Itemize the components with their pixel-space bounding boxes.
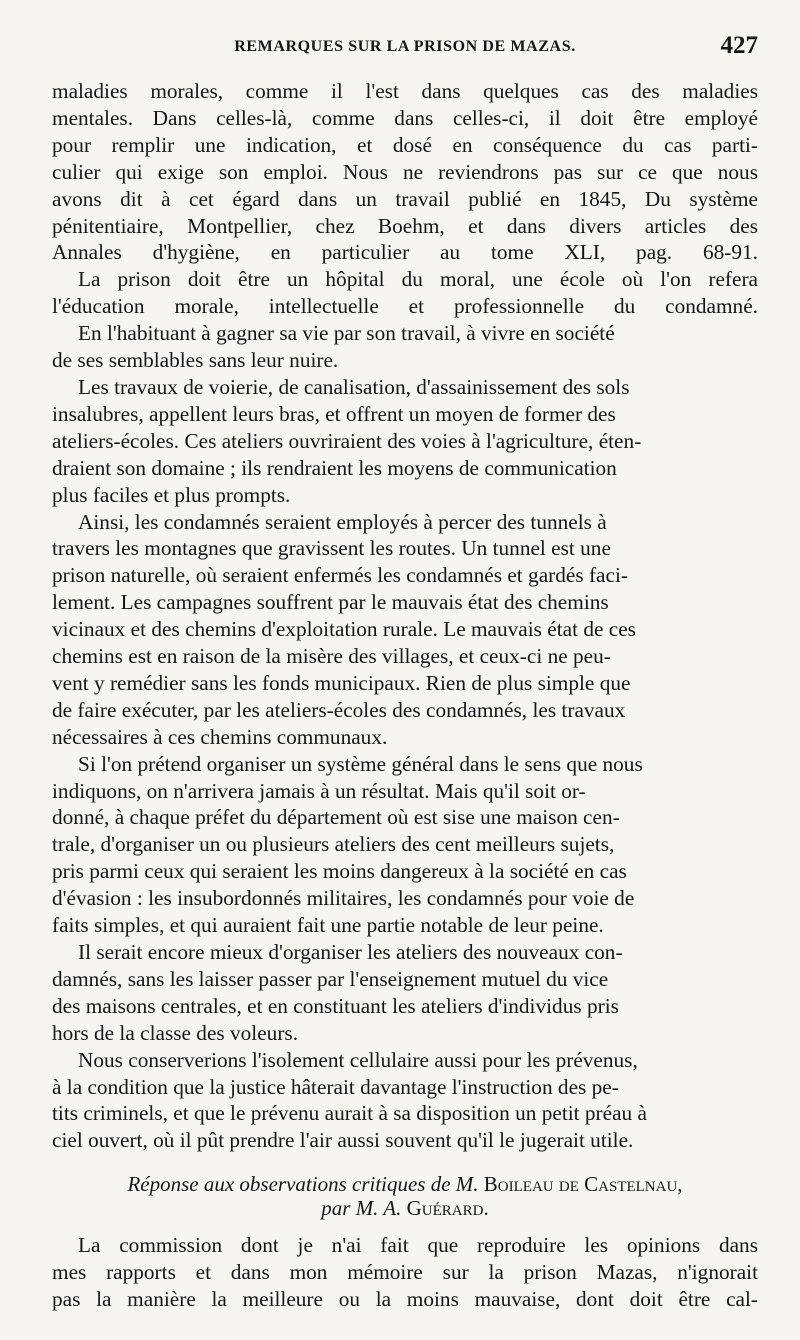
text-line: ateliers-écoles. Ces ateliers ouvriraient des voies à l'agriculture, éten- — [52, 428, 642, 453]
text-line: pour remplir une indication, et dosé en conséquence du cas parti- — [52, 132, 758, 157]
response-heading — [52, 1172, 758, 1220]
text-line: ciel ouvert, où il pût prendre l'air aussi souvent qu'il le jugerait utile. — [52, 1128, 634, 1153]
text-line: mes rapports et dans mon mémoire sur la prison Mazas, n'ignorait — [52, 1260, 758, 1285]
text-line: culier qui exige son emploi. Nous ne reviendrons pas sur ce que nous — [52, 159, 758, 184]
text-line: d'évasion : les insubordonnés militaires, les condamnés pour voie de — [52, 886, 635, 911]
paragraph-3 — [52, 320, 758, 374]
text-line: lement. Les campagnes souffrent par le mauvais état des chemins — [52, 590, 609, 615]
body-text — [52, 78, 758, 1313]
text-line: indiquons, on n'arrivera jamais à un résultat. Mais qu'il soit or- — [52, 778, 586, 803]
text-line: à la condition que la justice hâterait davantage l'instruction des pe- — [52, 1074, 619, 1099]
text-line: Si l'on prétend organiser un système général dans le sens que nous — [78, 751, 643, 776]
text-line: faits simples, et qui auraient fait une partie notable de leur peine. — [52, 913, 604, 938]
byline-author-name: Guérard. — [406, 1196, 489, 1221]
text-line: vent y remédier sans les fonds municipaux. Rien de plus simple que — [52, 670, 631, 695]
text-line: Les travaux de voierie, de canalisation, d'assainissement des sols — [78, 374, 630, 399]
text-line: pris parmi ceux qui seraient les moins dangereux à la société en cas — [52, 859, 627, 884]
running-title: REMARQUES SUR LA PRISON DE MAZAS. — [234, 38, 576, 55]
text-line: En l'habituant à gagner sa vie par son travail, à vivre en société — [78, 321, 615, 346]
paragraph-4 — [52, 374, 758, 509]
text-line: de faire exécuter, par les ateliers-écoles des condamnés, les travaux — [52, 697, 626, 722]
text-line: plus faciles et plus prompts. — [52, 482, 291, 507]
text-line: travers les montagnes que gravissent les routes. Un tunnel est une — [52, 536, 611, 561]
text-line: mentales. Dans celles-là, comme dans celles-ci, il doit être employé — [52, 105, 758, 130]
page-number: 427 — [720, 32, 758, 59]
text-line: avons dit à cet égard dans un travail publié en 1845, Du système — [52, 186, 758, 211]
text-line: Il serait encore mieux d'organiser les ateliers des nouveaux con- — [78, 940, 623, 964]
text-line: hors de la classe des voleurs. — [52, 1020, 299, 1045]
text-line: maladies morales, comme il l'est dans quelques cas des maladies — [52, 79, 758, 103]
text-line: insalubres, appellent leurs bras, et offrent un moyen de former des — [52, 401, 616, 426]
text-line: chemins est en raison de la misère des villages, et ceux-ci ne peu- — [52, 644, 611, 669]
text-line: donné, à chaque préfet du département où est sise une maison cen- — [52, 805, 620, 830]
paragraph-1 — [52, 78, 758, 266]
text-line: draient son domaine ; ils rendraient les moyens de communication — [52, 455, 617, 480]
text-line: Ainsi, les condamnés seraient employés à percer des tunnels à — [78, 509, 607, 534]
response-heading-text: Réponse aux observations critiques de M. — [127, 1172, 484, 1197]
paragraph-5 — [52, 509, 758, 751]
text-line: damnés, sans les laisser passer par l'enseignement mutuel du vice — [52, 966, 609, 991]
response-heading-line-1 — [52, 1172, 758, 1196]
text-line: nécessaires à ces chemins communaux. — [52, 724, 388, 749]
text-line: l'éducation morale, intellectuelle et professionnelle du condamné. — [52, 294, 758, 319]
paragraph-8 — [52, 1047, 758, 1155]
text-line: vicinaux et des chemins d'exploitation rurale. Le mauvais état de ces — [52, 617, 636, 642]
paragraph-6 — [52, 751, 758, 939]
text-line: tits criminels, et que le prévenu aurait à sa disposition un petit préau à — [52, 1101, 647, 1126]
author-name: Boileau de Castelnau, — [483, 1172, 683, 1197]
text-line: Nous conserverions l'isolement cellulaire aussi pour les prévenus, — [78, 1047, 638, 1072]
paragraph-final — [52, 1232, 758, 1313]
text-line: des maisons centrales, et en constituant les ateliers d'individus pris — [52, 993, 619, 1018]
text-line: prison naturelle, où seraient enfermés les condamnés et gardés faci- — [52, 563, 628, 588]
text-line: de ses semblables sans leur nuire. — [52, 348, 339, 373]
paragraph-2 — [52, 266, 758, 320]
running-header — [52, 32, 758, 66]
text-line: pas la manière la meilleure ou la moins mauvaise, dont doit être cal- — [52, 1287, 758, 1312]
response-heading-line-2 — [52, 1196, 758, 1220]
text-line: Annales d'hygiène, en particulier au tome XLI, pag. 68-91. — [52, 240, 758, 265]
text-line: La prison doit être un hôpital du moral, une école où l'on refera — [78, 267, 758, 292]
text-line: trale, d'organiser un ou plusieurs ateliers des cent meilleurs sujets, — [52, 832, 615, 857]
paragraph-7 — [52, 939, 758, 1047]
text-line: pénitentiaire, Montpellier, chez Boehm, et dans divers articles des — [52, 213, 758, 238]
response-byline-text: par M. A. — [321, 1196, 407, 1221]
text-line: La commission dont je n'ai fait que reproduire les opinions dans — [78, 1233, 758, 1258]
